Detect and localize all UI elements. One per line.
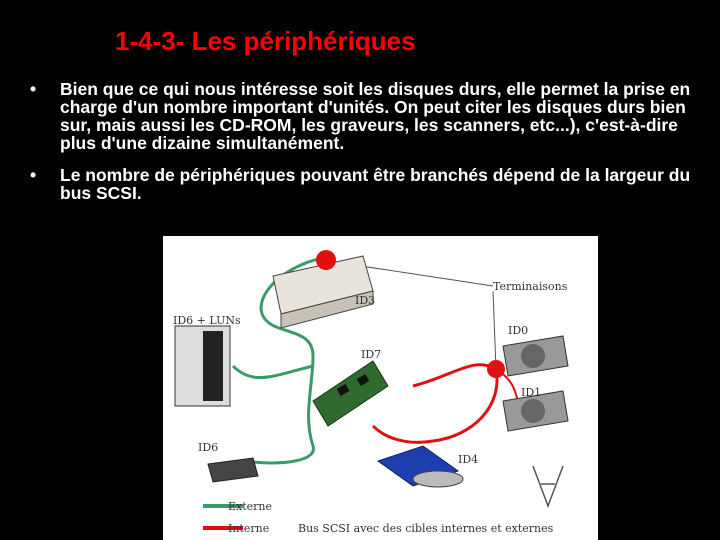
scsi-bus-diagram — [163, 236, 598, 540]
external-bus-cable — [233, 366, 313, 378]
tower-device — [175, 326, 230, 406]
terminator-dot — [487, 360, 505, 378]
label-id6-luns: ID6 + LUNs — [173, 314, 241, 327]
bullet-item — [30, 80, 710, 152]
bullet-text: Bien que ce qui nous intéresse soit les disques durs, elle permet la prise en charge d'un nombre important d'unités. On peut citer les disques durs bien sur, mais aussi les CD-ROM, les graveurs, les scanners, etc...), c'est-à-dire plus d'une dizaine simultanément. — [60, 79, 691, 153]
bullet-marker: • — [30, 165, 37, 185]
label-id4: ID4 — [458, 453, 479, 466]
bullet-marker: • — [30, 79, 37, 99]
cd-drive — [378, 446, 463, 487]
terminator-leader-line — [493, 291, 496, 369]
label-id6: ID6 — [198, 441, 219, 454]
bullet-text: Le nombre de périphériques pouvant être branchés dépend de la largeur du bus SCSI. — [60, 165, 691, 203]
label-id3: ID3 — [355, 294, 376, 307]
external-device — [208, 458, 258, 482]
bullet-item — [30, 166, 710, 202]
scsi-card — [313, 361, 388, 426]
label-id7: ID7 — [361, 348, 382, 361]
bullet-list — [30, 80, 710, 216]
internal-bus-cable — [373, 365, 497, 443]
scsi-bus-illustration — [163, 236, 598, 540]
label-terminaisons: Terminaisons — [493, 280, 568, 293]
label-id1: ID1 — [521, 386, 542, 399]
label-id0: ID0 — [508, 324, 529, 337]
legend-interne-label: Interne — [228, 522, 270, 535]
figure-caption: Bus SCSI avec des cibles internes et externes — [298, 522, 554, 535]
terminator-dot — [316, 250, 336, 270]
legend-externe-label: Externe — [228, 500, 273, 513]
logo-mark — [533, 466, 563, 506]
slide-title: 1-4-3- Les périphériques — [115, 26, 416, 56]
hard-drive-id0 — [503, 336, 568, 376]
